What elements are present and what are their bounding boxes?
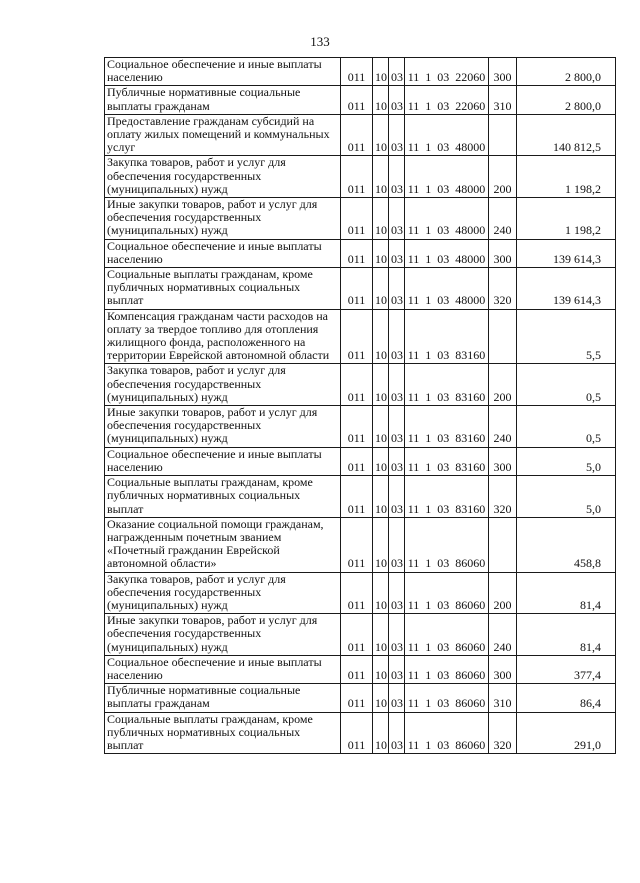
budget-table <box>104 57 616 754</box>
table-row <box>105 364 616 406</box>
amount-cell: 86,4 <box>517 684 616 712</box>
expense-name-cell: Социальное обеспечение и иные выплаты населению <box>105 655 341 683</box>
admin-code-cell: 011 <box>341 156 373 198</box>
target-article-cell: 11 1 03 22060 <box>405 86 489 114</box>
target-article-cell: 11 1 03 86060 <box>405 517 489 572</box>
subsection-code-cell: 03 <box>389 268 405 310</box>
section-code-cell: 10 <box>373 309 389 364</box>
table-row <box>105 712 616 754</box>
expense-name-cell: Компенсация гражданам части расходов на оплату за твердое топливо для отопления жилищного фонда, расположенного на территории Еврейской автономной области <box>105 309 341 364</box>
expense-name-cell: Социальные выплаты гражданам, кроме публичных нормативных социальных выплат <box>105 268 341 310</box>
table-row <box>105 156 616 198</box>
table-row <box>105 406 616 448</box>
subsection-code-cell: 03 <box>389 406 405 448</box>
amount-cell: 458,8 <box>517 517 616 572</box>
section-code-cell: 10 <box>373 268 389 310</box>
section-code-cell: 10 <box>373 572 389 614</box>
expense-type-cell: 200 <box>489 364 517 406</box>
section-code-cell: 10 <box>373 198 389 240</box>
target-article-cell: 11 1 03 83160 <box>405 309 489 364</box>
table-row <box>105 447 616 475</box>
section-code-cell: 10 <box>373 447 389 475</box>
target-article-cell: 11 1 03 86060 <box>405 655 489 683</box>
target-article-cell: 11 1 03 83160 <box>405 406 489 448</box>
amount-cell: 1 198,2 <box>517 156 616 198</box>
table-row <box>105 86 616 114</box>
subsection-code-cell: 03 <box>389 239 405 267</box>
subsection-code-cell: 03 <box>389 447 405 475</box>
expense-type-cell: 240 <box>489 198 517 240</box>
subsection-code-cell: 03 <box>389 364 405 406</box>
admin-code-cell: 011 <box>341 655 373 683</box>
target-article-cell: 11 1 03 48000 <box>405 114 489 156</box>
target-article-cell: 11 1 03 48000 <box>405 198 489 240</box>
admin-code-cell: 011 <box>341 447 373 475</box>
target-article-cell: 11 1 03 86060 <box>405 684 489 712</box>
table-row <box>105 58 616 86</box>
admin-code-cell: 011 <box>341 114 373 156</box>
admin-code-cell: 011 <box>341 58 373 86</box>
subsection-code-cell: 03 <box>389 476 405 518</box>
target-article-cell: 11 1 03 86060 <box>405 712 489 754</box>
expense-name-cell: Социальные выплаты гражданам, кроме публичных нормативных социальных выплат <box>105 712 341 754</box>
amount-cell: 0,5 <box>517 364 616 406</box>
expense-type-cell: 310 <box>489 86 517 114</box>
expense-name-cell: Предоставление гражданам субсидий на оплату жилых помещений и коммунальных услуг <box>105 114 341 156</box>
expense-type-cell: 320 <box>489 476 517 518</box>
section-code-cell: 10 <box>373 406 389 448</box>
amount-cell: 139 614,3 <box>517 268 616 310</box>
expense-name-cell: Социальное обеспечение и иные выплаты населению <box>105 447 341 475</box>
target-article-cell: 11 1 03 86060 <box>405 614 489 656</box>
subsection-code-cell: 03 <box>389 309 405 364</box>
section-code-cell: 10 <box>373 58 389 86</box>
expense-type-cell: 320 <box>489 712 517 754</box>
admin-code-cell: 011 <box>341 614 373 656</box>
target-article-cell: 11 1 03 48000 <box>405 156 489 198</box>
amount-cell: 140 812,5 <box>517 114 616 156</box>
expense-name-cell: Оказание социальной помощи гражданам, награжденным почетным званием «Почетный гражданин Еврейской автономной области» <box>105 517 341 572</box>
section-code-cell: 10 <box>373 364 389 406</box>
amount-cell: 81,4 <box>517 572 616 614</box>
section-code-cell: 10 <box>373 614 389 656</box>
section-code-cell: 10 <box>373 86 389 114</box>
amount-cell: 2 800,0 <box>517 58 616 86</box>
admin-code-cell: 011 <box>341 268 373 310</box>
expense-name-cell: Публичные нормативные социальные выплаты гражданам <box>105 86 341 114</box>
target-article-cell: 11 1 03 48000 <box>405 268 489 310</box>
expense-name-cell: Иные закупки товаров, работ и услуг для обеспечения государственных (муниципальных) нужд <box>105 614 341 656</box>
amount-cell: 5,5 <box>517 309 616 364</box>
subsection-code-cell: 03 <box>389 572 405 614</box>
section-code-cell: 10 <box>373 156 389 198</box>
amount-cell: 377,4 <box>517 655 616 683</box>
amount-cell: 5,0 <box>517 476 616 518</box>
admin-code-cell: 011 <box>341 198 373 240</box>
expense-name-cell: Социальное обеспечение и иные выплаты населению <box>105 58 341 86</box>
table-row <box>105 614 616 656</box>
expense-name-cell: Закупка товаров, работ и услуг для обеспечения государственных (муниципальных) нужд <box>105 572 341 614</box>
subsection-code-cell: 03 <box>389 684 405 712</box>
table-row <box>105 517 616 572</box>
table-row <box>105 239 616 267</box>
expense-name-cell: Социальное обеспечение и иные выплаты населению <box>105 239 341 267</box>
expense-type-cell: 320 <box>489 268 517 310</box>
subsection-code-cell: 03 <box>389 655 405 683</box>
expense-type-cell: 240 <box>489 614 517 656</box>
expense-name-cell: Закупка товаров, работ и услуг для обеспечения государственных (муниципальных) нужд <box>105 364 341 406</box>
subsection-code-cell: 03 <box>389 517 405 572</box>
admin-code-cell: 011 <box>341 239 373 267</box>
expense-name-cell: Публичные нормативные социальные выплаты гражданам <box>105 684 341 712</box>
table-row <box>105 114 616 156</box>
subsection-code-cell: 03 <box>389 198 405 240</box>
admin-code-cell: 011 <box>341 86 373 114</box>
amount-cell: 81,4 <box>517 614 616 656</box>
amount-cell: 0,5 <box>517 406 616 448</box>
amount-cell: 2 800,0 <box>517 86 616 114</box>
section-code-cell: 10 <box>373 476 389 518</box>
table-row <box>105 309 616 364</box>
expense-type-cell <box>489 309 517 364</box>
expense-type-cell: 300 <box>489 58 517 86</box>
section-code-cell: 10 <box>373 114 389 156</box>
admin-code-cell: 011 <box>341 309 373 364</box>
table-row <box>105 655 616 683</box>
expense-name-cell: Социальные выплаты гражданам, кроме публичных нормативных социальных выплат <box>105 476 341 518</box>
target-article-cell: 11 1 03 83160 <box>405 447 489 475</box>
section-code-cell: 10 <box>373 517 389 572</box>
subsection-code-cell: 03 <box>389 114 405 156</box>
expense-type-cell: 200 <box>489 156 517 198</box>
table-row <box>105 684 616 712</box>
amount-cell: 5,0 <box>517 447 616 475</box>
expense-type-cell: 240 <box>489 406 517 448</box>
expense-type-cell: 300 <box>489 239 517 267</box>
admin-code-cell: 011 <box>341 476 373 518</box>
subsection-code-cell: 03 <box>389 86 405 114</box>
table-body <box>105 58 616 754</box>
expense-name-cell: Иные закупки товаров, работ и услуг для обеспечения государственных (муниципальных) нужд <box>105 198 341 240</box>
subsection-code-cell: 03 <box>389 614 405 656</box>
table-row <box>105 198 616 240</box>
admin-code-cell: 011 <box>341 406 373 448</box>
target-article-cell: 11 1 03 22060 <box>405 58 489 86</box>
table-row <box>105 268 616 310</box>
amount-cell: 139 614,3 <box>517 239 616 267</box>
page-number: 133 <box>310 34 330 49</box>
target-article-cell: 11 1 03 83160 <box>405 364 489 406</box>
table-row <box>105 572 616 614</box>
expense-type-cell: 310 <box>489 684 517 712</box>
target-article-cell: 11 1 03 48000 <box>405 239 489 267</box>
expense-type-cell <box>489 517 517 572</box>
table-row <box>105 476 616 518</box>
subsection-code-cell: 03 <box>389 58 405 86</box>
admin-code-cell: 011 <box>341 684 373 712</box>
expense-type-cell: 200 <box>489 572 517 614</box>
admin-code-cell: 011 <box>341 712 373 754</box>
target-article-cell: 11 1 03 83160 <box>405 476 489 518</box>
admin-code-cell: 011 <box>341 364 373 406</box>
expense-type-cell: 300 <box>489 447 517 475</box>
section-code-cell: 10 <box>373 684 389 712</box>
expense-type-cell: 300 <box>489 655 517 683</box>
expense-type-cell <box>489 114 517 156</box>
amount-cell: 1 198,2 <box>517 198 616 240</box>
target-article-cell: 11 1 03 86060 <box>405 572 489 614</box>
section-code-cell: 10 <box>373 239 389 267</box>
amount-cell: 291,0 <box>517 712 616 754</box>
section-code-cell: 10 <box>373 712 389 754</box>
admin-code-cell: 011 <box>341 572 373 614</box>
subsection-code-cell: 03 <box>389 156 405 198</box>
admin-code-cell: 011 <box>341 517 373 572</box>
subsection-code-cell: 03 <box>389 712 405 754</box>
section-code-cell: 10 <box>373 655 389 683</box>
expense-name-cell: Иные закупки товаров, работ и услуг для обеспечения государственных (муниципальных) нужд <box>105 406 341 448</box>
expense-name-cell: Закупка товаров, работ и услуг для обеспечения государственных (муниципальных) нужд <box>105 156 341 198</box>
